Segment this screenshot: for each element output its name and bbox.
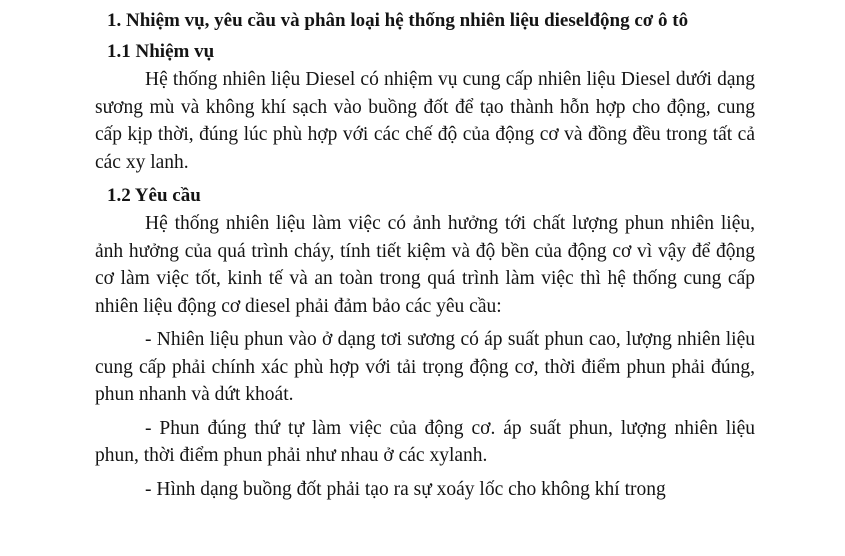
section-paragraph-nhiem-vu: Hệ thống nhiên liệu Diesel có nhiệm vụ cung cấp nhiên liệu Diesel dưới dạng sương mù và không khí sạch vào buồng đốt để tạo thành hỗn hợp cho động, cung cấp kịp thời, đúng lúc phù hợp với các chế độ của động cơ và đồng đều trong tất cả các xy lanh. <box>95 69 755 173</box>
document-title: 1. Nhiệm vụ, yêu cầu và phân loại hệ thống nhiên liệu dieselđộng cơ ô tô <box>107 10 689 31</box>
requirement-bullet-3: - Hình dạng buồng đốt phải tạo ra sự xoáy lốc cho không khí trong <box>145 478 666 500</box>
requirement-bullet-1: - Nhiên liệu phun vào ở dạng tơi sương có áp suất phun cao, lượng nhiên liệu cung cấp phải chính xác phù hợp với tải trọng động cơ, thời điểm phun phải đúng, phun nhanh và dứt khoát. <box>95 329 755 405</box>
section-heading-yeu-cau: 1.2 Yêu cầu <box>107 185 201 206</box>
section-heading-nhiem-vu: 1.1 Nhiệm vụ <box>107 41 215 62</box>
section-paragraph-yeu-cau: Hệ thống nhiên liệu làm việc có ảnh hưởng tới chất lượng phun nhiên liệu, ảnh hưởng của quá trình cháy, tính tiết kiệm và độ bền của động cơ vì vậy để động cơ làm việc tốt, kinh tế và an toàn trong quá trình làm việc thì hệ thống cung cấp nhiên liệu động cơ diesel phải đảm bảo các yêu cầu: <box>95 213 755 317</box>
requirement-bullet-2: - Phun đúng thứ tự làm việc của động cơ. áp suất phun, lượng nhiên liệu phun, thời điểm phun phải như nhau ở các xylanh. <box>95 417 755 466</box>
